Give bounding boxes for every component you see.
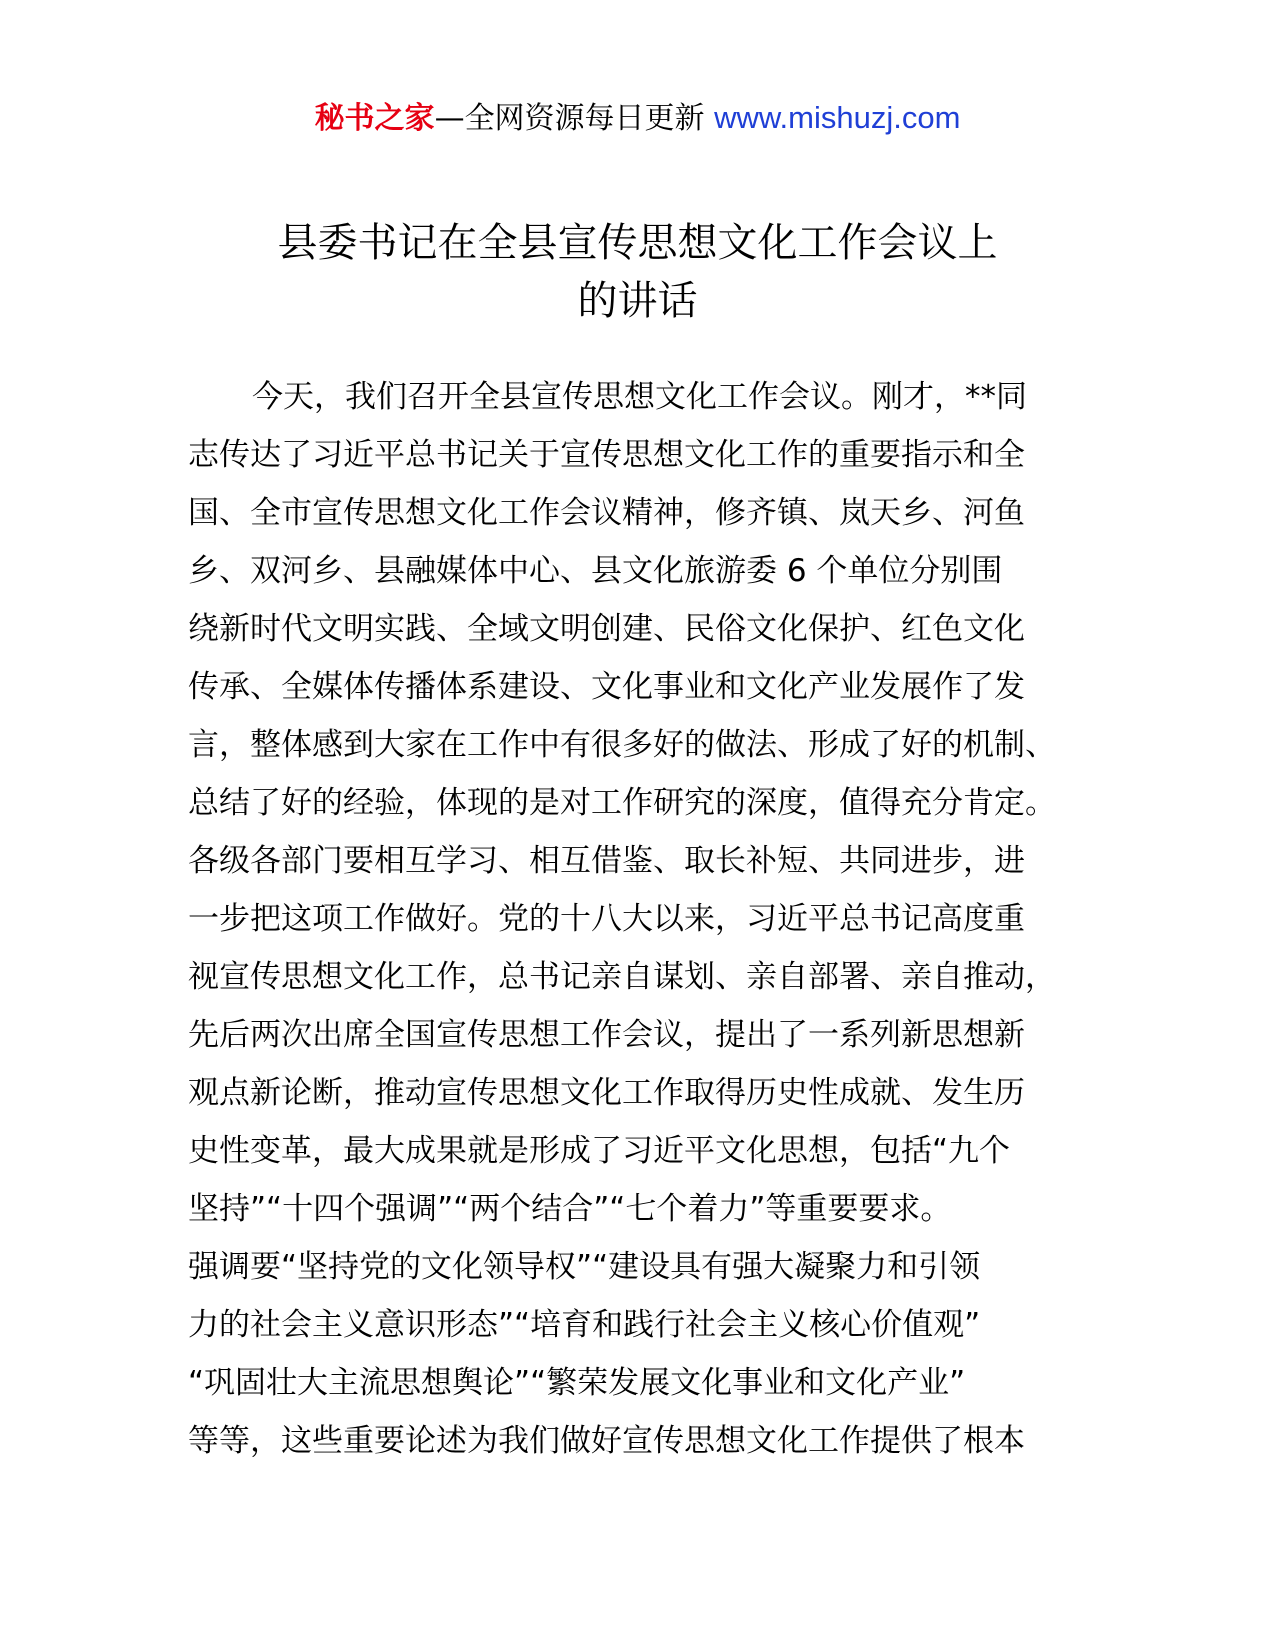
paragraph-line: 国、全市宣传思想文化工作会议精神，修齐镇、岚天乡、河鱼 [188,495,1025,531]
paragraph-line: 视宣传思想文化工作，总书记亲自谋划、亲自部署、亲自推动， [188,959,1056,995]
paragraph-line: 等等，这些重要论述为我们做好宣传思想文化工作提供了根本 [188,1423,1025,1459]
paragraph-line: 观点新论断，推动宣传思想文化工作取得历史性成就、发生历 [188,1075,1025,1111]
document-title [0,214,1275,330]
site-tagline: —全网资源每日更新 [434,101,705,136]
paragraph-line: 言，整体感到大家在工作中有很多好的做法、形成了好的机制、 [188,727,1056,763]
site-url-link[interactable]: www.mishuzj.com [714,100,961,135]
paragraph-line: 史性变革，最大成果就是形成了习近平文化思想，包括“九个 [188,1133,1011,1169]
site-header [0,96,1275,141]
site-brand: 秘书之家 [314,101,435,136]
title-line-2: 的讲话 [577,278,698,324]
paragraph-line: 今天，我们召开全县宣传思想文化工作会议。刚才，**同 [252,379,1027,415]
paragraph-line: “巩固壮大主流思想舆论”“繁荣发展文化事业和文化产业” [188,1365,966,1401]
paragraph-line: 乡、双河乡、县融媒体中心、县文化旅游委 6 个单位分别围 [188,553,1003,589]
paragraph-line: 志传达了习近平总书记关于宣传思想文化工作的重要指示和全 [188,437,1025,473]
paragraph-line: 一步把这项工作做好。党的十八大以来，习近平总书记高度重 [188,901,1025,937]
paragraph-line: 强调要“坚持党的文化领导权”“建设具有强大凝聚力和引领 [188,1249,981,1285]
title-line-1: 县委书记在全县宣传思想文化工作会议上 [277,220,998,266]
paragraph-line: 先后两次出席全国宣传思想工作会议，提出了一系列新思想新 [188,1017,1025,1053]
paragraph-line: 力的社会主义意识形态”“培育和践行社会主义核心价值观” [188,1307,981,1343]
document-body [188,368,1088,1470]
paragraph-line: 总结了好的经验，体现的是对工作研究的深度，值得充分肯定。 [188,785,1056,821]
paragraph-line: 绕新时代文明实践、全域文明创建、民俗文化保护、红色文化 [188,611,1025,647]
paragraph-line: 坚持”“十四个强调”“两个结合”“七个着力”等重要要求。 [188,1191,952,1227]
paragraph-line: 传承、全媒体传播体系建设、文化事业和文化产业发展作了发 [188,669,1025,705]
paragraph-line: 各级各部门要相互学习、相互借鉴、取长补短、共同进步，进 [188,843,1025,879]
